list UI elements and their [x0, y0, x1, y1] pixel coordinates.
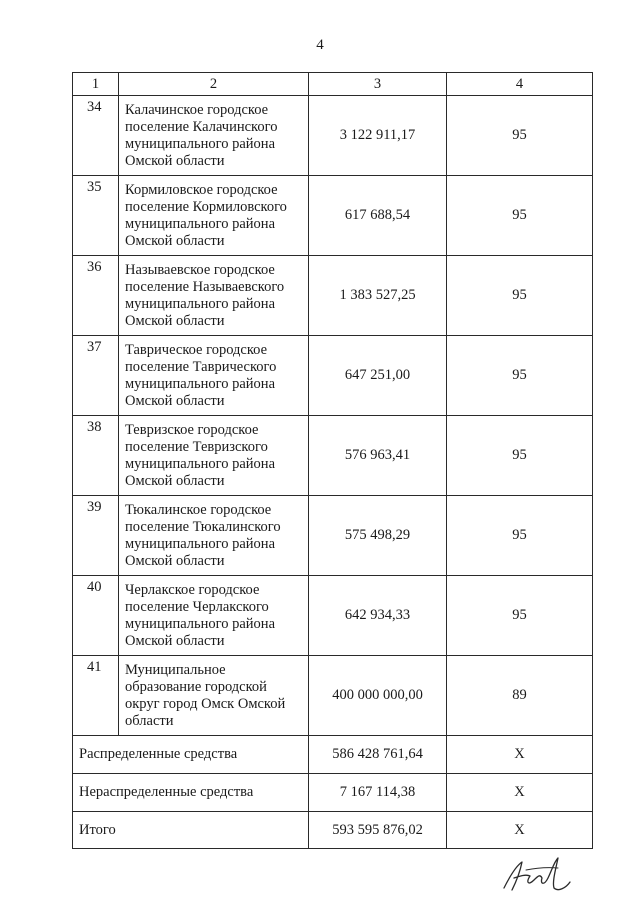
table-row [73, 256, 593, 336]
municipality-name: Тевризское городское поселение Тевризского муниципального района Омской области [119, 416, 309, 496]
table-row [73, 576, 593, 656]
table-row [73, 496, 593, 576]
row-number: 35 [73, 176, 119, 256]
total-label: Итого [73, 812, 309, 849]
municipality-name: Кормиловское городское поселение Кормиловского муниципального района Омской области [119, 176, 309, 256]
header-cell: 1 [73, 73, 119, 96]
undistributed-funds-label: Нераспределенные средства [73, 774, 309, 812]
header-cell: 4 [447, 73, 593, 96]
amount-cell: 617 688,54 [309, 176, 447, 256]
header-cell: 3 [309, 73, 447, 96]
percent-cell: 95 [447, 256, 593, 336]
table-row [73, 176, 593, 256]
row-number: 41 [73, 656, 119, 736]
row-number: 36 [73, 256, 119, 336]
total-amount: 593 595 876,02 [309, 812, 447, 849]
distributed-funds-label: Распределенные средства [73, 736, 309, 774]
amount-cell: 576 963,41 [309, 416, 447, 496]
percent-cell: 95 [447, 176, 593, 256]
table-row [73, 416, 593, 496]
undistributed-funds-amount: 7 167 114,38 [309, 774, 447, 812]
row-number: 34 [73, 96, 119, 176]
percent-cell: 95 [447, 336, 593, 416]
percent-cell: 95 [447, 576, 593, 656]
total-mark: Х [447, 812, 593, 849]
row-number: 38 [73, 416, 119, 496]
header-cell: 2 [119, 73, 309, 96]
amount-cell: 400 000 000,00 [309, 656, 447, 736]
row-number: 40 [73, 576, 119, 656]
municipality-name: Муниципальное образование городской округ город Омск Омской области [119, 656, 309, 736]
table-header-row [73, 73, 593, 96]
percent-cell: 95 [447, 496, 593, 576]
row-number: 37 [73, 336, 119, 416]
municipality-name: Калачинское городское поселение Калачинского муниципального района Омской области [119, 96, 309, 176]
signature-icon [496, 848, 576, 898]
amount-cell: 575 498,29 [309, 496, 447, 576]
distributed-funds-mark: Х [447, 736, 593, 774]
municipality-name: Называевское городское поселение Называевского муниципального района Омской области [119, 256, 309, 336]
table-row [73, 96, 593, 176]
undistributed-funds-mark: Х [447, 774, 593, 812]
row-number: 39 [73, 496, 119, 576]
municipality-name: Таврическое городское поселение Таврического муниципального района Омской области [119, 336, 309, 416]
municipality-name: Тюкалинское городское поселение Тюкалинского муниципального района Омской области [119, 496, 309, 576]
budget-allocation-table [72, 72, 593, 849]
amount-cell: 647 251,00 [309, 336, 447, 416]
amount-cell: 1 383 527,25 [309, 256, 447, 336]
municipality-name: Черлакское городское поселение Черлакского муниципального района Омской области [119, 576, 309, 656]
distributed-funds-amount: 586 428 761,64 [309, 736, 447, 774]
total-row [73, 812, 593, 849]
table-row [73, 656, 593, 736]
distributed-funds-row [73, 736, 593, 774]
table-row [73, 336, 593, 416]
amount-cell: 3 122 911,17 [309, 96, 447, 176]
percent-cell: 95 [447, 96, 593, 176]
percent-cell: 89 [447, 656, 593, 736]
undistributed-funds-row [73, 774, 593, 812]
amount-cell: 642 934,33 [309, 576, 447, 656]
percent-cell: 95 [447, 416, 593, 496]
page-number: 4 [316, 37, 324, 53]
